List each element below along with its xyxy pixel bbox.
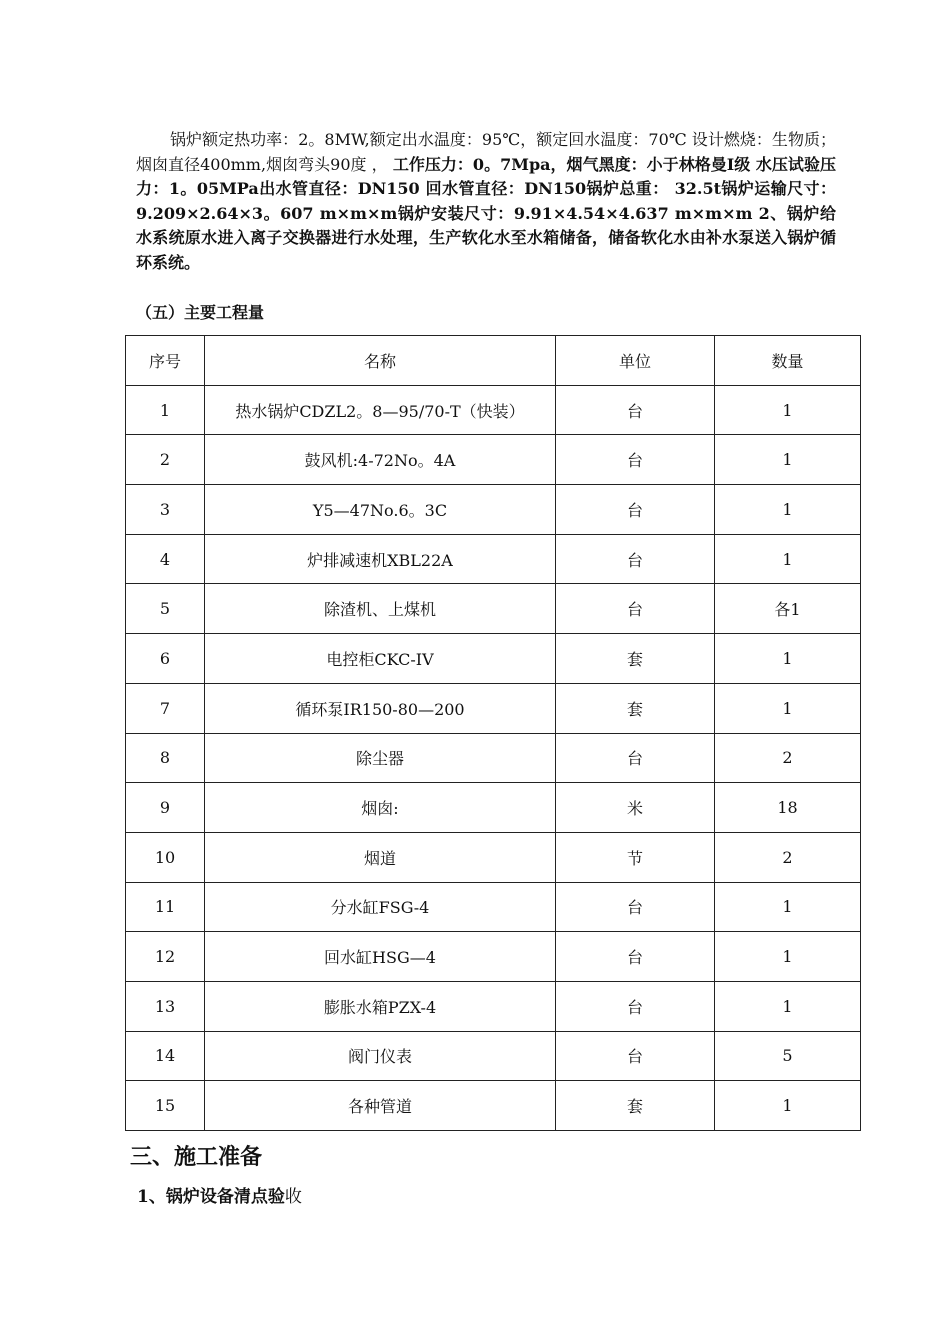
cell-unit: 节 bbox=[556, 832, 715, 882]
cell-name: 除尘器 bbox=[205, 733, 556, 783]
cell-quantity: 2 bbox=[715, 832, 861, 882]
table-row bbox=[126, 584, 861, 634]
cell-name: Y5—47No.6。3C bbox=[205, 485, 556, 535]
cell-unit: 台 bbox=[556, 435, 715, 485]
cell-index: 15 bbox=[126, 1081, 205, 1131]
cell-unit: 台 bbox=[556, 932, 715, 982]
cell-unit: 米 bbox=[556, 783, 715, 833]
table-row bbox=[126, 385, 861, 435]
cell-unit: 台 bbox=[556, 981, 715, 1031]
cell-index: 2 bbox=[126, 435, 205, 485]
cell-quantity: 各1 bbox=[715, 584, 861, 634]
cell-index: 10 bbox=[126, 832, 205, 882]
table-row bbox=[126, 683, 861, 733]
section-title: （五）主要工程量 bbox=[136, 303, 265, 322]
chapter-heading: 三、施工准备 bbox=[130, 1144, 263, 1170]
cell-index: 13 bbox=[126, 981, 205, 1031]
header-index: 序号 bbox=[126, 336, 205, 386]
cell-name: 阀门仪表 bbox=[205, 1031, 556, 1081]
cell-unit: 台 bbox=[556, 534, 715, 584]
cell-unit: 台 bbox=[556, 1031, 715, 1081]
subsection-heading bbox=[137, 1182, 302, 1207]
cell-index: 12 bbox=[126, 932, 205, 982]
subsection-heading-plain: 收 bbox=[284, 1187, 302, 1207]
cell-unit: 套 bbox=[556, 1081, 715, 1131]
table-row bbox=[126, 981, 861, 1031]
cell-index: 11 bbox=[126, 882, 205, 932]
cell-index: 5 bbox=[126, 584, 205, 634]
cell-quantity: 1 bbox=[715, 435, 861, 485]
cell-name: 回水缸HSG—4 bbox=[205, 932, 556, 982]
cell-unit: 套 bbox=[556, 634, 715, 684]
cell-index: 7 bbox=[126, 683, 205, 733]
cell-name: 炉排减速机XBL22A bbox=[205, 534, 556, 584]
cell-name: 电控柜CKC-IV bbox=[205, 634, 556, 684]
cell-unit: 台 bbox=[556, 485, 715, 535]
cell-name: 分水缸FSG-4 bbox=[205, 882, 556, 932]
subsection-heading-bold: 1、锅炉设备清点验 bbox=[137, 1187, 285, 1207]
cell-name: 各种管道 bbox=[205, 1081, 556, 1131]
cell-quantity: 1 bbox=[715, 385, 861, 435]
table-body bbox=[126, 385, 861, 1130]
cell-index: 8 bbox=[126, 733, 205, 783]
cell-index: 3 bbox=[126, 485, 205, 535]
table-row bbox=[126, 932, 861, 982]
cell-name: 除渣机、上煤机 bbox=[205, 584, 556, 634]
cell-index: 1 bbox=[126, 385, 205, 435]
cell-quantity: 1 bbox=[715, 981, 861, 1031]
intro-text-bold: 工作压力：0。7Mpa，烟气黑度：小于林格曼Ⅰ级 水压试验压力：1。05MPa出水管直径：DN150 回水管直径：DN150锅炉总重： 32.5t锅炉运输尺寸：9.209×2.64×3。607 m×m×m锅炉安装尺寸：9.91×4.54×4.637 m×m×m 2、锅炉给水系统原水进入离子交换器进行水处理，生产软化水至水箱储备，储备软化水由补水泵送入锅炉循环系统。 bbox=[136, 154, 836, 272]
cell-quantity: 1 bbox=[715, 534, 861, 584]
cell-name: 烟道 bbox=[205, 832, 556, 882]
header-unit: 单位 bbox=[556, 336, 715, 386]
cell-index: 14 bbox=[126, 1031, 205, 1081]
table-row bbox=[126, 435, 861, 485]
cell-quantity: 1 bbox=[715, 683, 861, 733]
cell-name: 膨胀水箱PZX-4 bbox=[205, 981, 556, 1031]
header-quantity: 数量 bbox=[715, 336, 861, 386]
table-row bbox=[126, 1031, 861, 1081]
cell-name: 烟囱: bbox=[205, 783, 556, 833]
cell-index: 6 bbox=[126, 634, 205, 684]
table-row bbox=[126, 783, 861, 833]
table-row bbox=[126, 485, 861, 535]
cell-unit: 台 bbox=[556, 385, 715, 435]
cell-quantity: 1 bbox=[715, 634, 861, 684]
table-row bbox=[126, 534, 861, 584]
cell-unit: 台 bbox=[556, 584, 715, 634]
cell-quantity: 1 bbox=[715, 932, 861, 982]
table-row bbox=[126, 733, 861, 783]
header-name: 名称 bbox=[205, 336, 556, 386]
table-row bbox=[126, 634, 861, 684]
cell-name: 循环泵IR150-80—200 bbox=[205, 683, 556, 733]
cell-name: 热水锅炉CDZL2。8—95/70-T（快装） bbox=[205, 385, 556, 435]
table-row bbox=[126, 832, 861, 882]
cell-name: 鼓风机:4-72No。4A bbox=[205, 435, 556, 485]
cell-unit: 台 bbox=[556, 733, 715, 783]
cell-quantity: 2 bbox=[715, 733, 861, 783]
table-row bbox=[126, 882, 861, 932]
cell-unit: 套 bbox=[556, 683, 715, 733]
cell-unit: 台 bbox=[556, 882, 715, 932]
intro-text-regular: 锅炉额定热功率：2。8MW,额定出水温度：95℃，额定回水温度：70℃ 设计燃烧：生物质； 烟囱直径400mm,烟囱弯头90度 ， bbox=[136, 130, 836, 174]
cell-quantity: 1 bbox=[715, 1081, 861, 1131]
quantity-table bbox=[125, 335, 861, 1131]
table-row bbox=[126, 1081, 861, 1131]
cell-index: 4 bbox=[126, 534, 205, 584]
cell-quantity: 1 bbox=[715, 882, 861, 932]
cell-quantity: 1 bbox=[715, 485, 861, 535]
table-header-row bbox=[126, 336, 861, 386]
cell-quantity: 18 bbox=[715, 783, 861, 833]
intro-paragraph bbox=[136, 128, 836, 275]
cell-quantity: 5 bbox=[715, 1031, 861, 1081]
cell-index: 9 bbox=[126, 783, 205, 833]
